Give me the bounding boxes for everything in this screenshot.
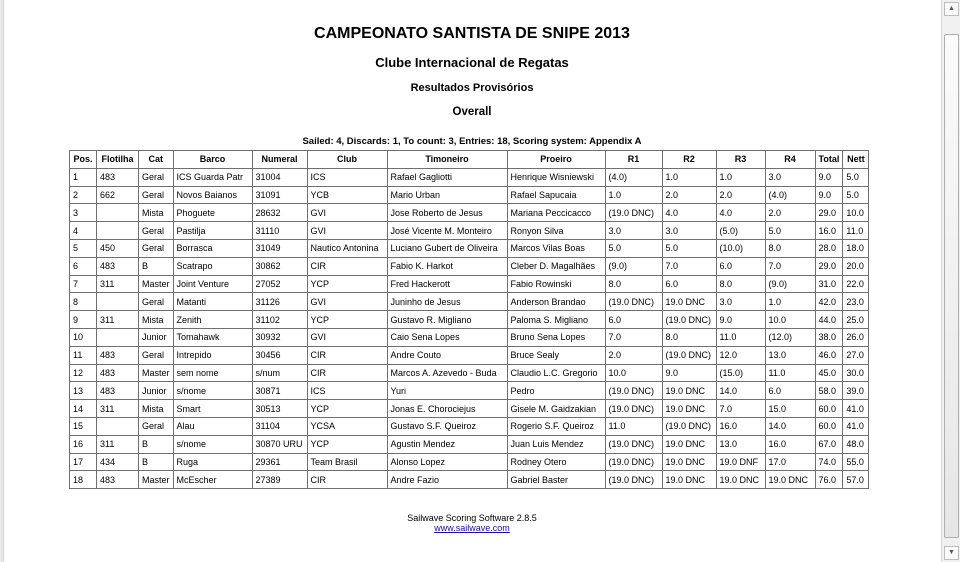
table-cell: s/num (252, 364, 307, 382)
table-cell: 29.0 (815, 204, 843, 222)
table-cell: 55.0 (843, 453, 869, 471)
table-row (70, 364, 869, 382)
table-cell: (12.0) (765, 328, 815, 346)
column-header: Cat (139, 151, 174, 169)
table-cell: 483 (97, 168, 139, 186)
table-cell: 10.0 (605, 364, 662, 382)
table-cell: Alau (173, 417, 252, 435)
scroll-up-arrow-icon[interactable]: ▲ (944, 2, 959, 16)
table-row (70, 346, 869, 364)
table-cell: 483 (97, 257, 139, 275)
table-cell: (19.0 DNC) (605, 293, 662, 311)
table-cell: 10.0 (765, 311, 815, 329)
table-cell: 16.0 (815, 222, 843, 240)
table-cell: 30.0 (843, 364, 869, 382)
table-cell: CIR (307, 346, 387, 364)
table-cell: 2.0 (605, 346, 662, 364)
table-cell: Claudio L.C. Gregorio (507, 364, 605, 382)
column-header: Total (815, 151, 843, 169)
column-header: Numeral (252, 151, 307, 169)
table-cell: 483 (97, 471, 139, 489)
table-cell: 3.0 (765, 168, 815, 186)
results-status: Resultados Provisórios (410, 82, 534, 94)
table-cell: Master (139, 275, 174, 293)
table-cell: Paloma S. Migliano (507, 311, 605, 329)
table-cell: YCP (307, 311, 387, 329)
table-cell: B (139, 257, 174, 275)
table-cell: 58.0 (815, 382, 843, 400)
table-cell: YCP (307, 435, 387, 453)
table-cell: Fred Hackerott (387, 275, 507, 293)
table-cell: 12.0 (716, 346, 765, 364)
table-cell (97, 204, 139, 222)
table-cell: 5.0 (843, 168, 869, 186)
table-cell: Geral (139, 168, 174, 186)
table-cell: 1.0 (605, 186, 662, 204)
table-cell: (9.0) (605, 257, 662, 275)
table-cell: 60.0 (815, 400, 843, 418)
table-cell: Caio Sena Lopes (387, 328, 507, 346)
table-cell: 31.0 (815, 275, 843, 293)
table-cell: 6.0 (716, 257, 765, 275)
table-cell: 5.0 (605, 239, 662, 257)
table-row (70, 382, 869, 400)
table-cell: 28632 (252, 204, 307, 222)
table-cell: s/nome (173, 382, 252, 400)
table-cell: GVI (307, 293, 387, 311)
table-cell: 60.0 (815, 417, 843, 435)
scroll-down-arrow-icon[interactable]: ▼ (944, 546, 959, 560)
table-cell: Jonas E. Chorociejus (387, 400, 507, 418)
column-header: Club (307, 151, 387, 169)
table-cell: 41.0 (843, 400, 869, 418)
table-cell: Geral (139, 346, 174, 364)
table-cell: 5 (70, 239, 97, 257)
table-cell: Mariana Peccicaccо (507, 204, 605, 222)
table-cell: (19.0 DNC) (662, 311, 716, 329)
table-cell: 74.0 (815, 453, 843, 471)
table-cell: 42.0 (815, 293, 843, 311)
table-cell: 22.0 (843, 275, 869, 293)
table-cell: Gustavo S.F. Queiroz (387, 417, 507, 435)
table-cell: Phoguete (173, 204, 252, 222)
table-cell: Ronyon Silva (507, 222, 605, 240)
table-cell: 30932 (252, 328, 307, 346)
table-cell: Henrique Wisniewski (507, 168, 605, 186)
table-cell: 30513 (252, 400, 307, 418)
table-cell: Fabio Rowinski (507, 275, 605, 293)
table-cell: GVI (307, 328, 387, 346)
table-cell: Junior (139, 382, 174, 400)
table-cell: 31104 (252, 417, 307, 435)
table-cell: YCP (307, 400, 387, 418)
table-cell: 27389 (252, 471, 307, 489)
table-cell: Pastilja (173, 222, 252, 240)
table-cell: 31049 (252, 239, 307, 257)
table-cell: 311 (97, 311, 139, 329)
table-cell: 15.0 (765, 400, 815, 418)
table-cell: 41.0 (843, 417, 869, 435)
table-cell: YCB (307, 186, 387, 204)
table-row (70, 168, 869, 186)
table-cell: 7.0 (716, 400, 765, 418)
table-cell: 19.0 DNC (765, 471, 815, 489)
table-cell: (15.0) (716, 364, 765, 382)
table-cell: 6 (70, 257, 97, 275)
table-cell: 6.0 (662, 275, 716, 293)
table-cell: Tomahawk (173, 328, 252, 346)
table-cell: 19.0 DNC (662, 293, 716, 311)
table-cell: 67.0 (815, 435, 843, 453)
table-cell: 2 (70, 186, 97, 204)
table-cell: 9.0 (662, 364, 716, 382)
table-cell: 18 (70, 471, 97, 489)
table-cell: 9.0 (815, 168, 843, 186)
table-row (70, 204, 869, 222)
table-cell: McEscher (173, 471, 252, 489)
table-cell: 13.0 (716, 435, 765, 453)
table-cell: 28.0 (815, 239, 843, 257)
table-cell: 30870 URU (252, 435, 307, 453)
table-cell: Pedro (507, 382, 605, 400)
table-cell: Geral (139, 222, 174, 240)
table-cell: 9.0 (815, 186, 843, 204)
table-cell: (19.0 DNC) (605, 382, 662, 400)
table-cell: B (139, 453, 174, 471)
table-cell: 5.0 (765, 222, 815, 240)
table-cell: 483 (97, 364, 139, 382)
table-row (70, 293, 869, 311)
table-cell: 3 (70, 204, 97, 222)
table-cell: 14.0 (765, 417, 815, 435)
table-cell: 1.0 (765, 293, 815, 311)
table-cell: 11.0 (843, 222, 869, 240)
table-cell: 31004 (252, 168, 307, 186)
results-table (69, 150, 869, 489)
table-cell: 2.0 (662, 186, 716, 204)
table-cell: 5.0 (843, 186, 869, 204)
table-cell: 3.0 (662, 222, 716, 240)
table-body (70, 168, 869, 488)
table-cell: 1.0 (716, 168, 765, 186)
table-cell: 29.0 (815, 257, 843, 275)
table-cell: B (139, 435, 174, 453)
table-cell: Nautico Antonina (307, 239, 387, 257)
table-cell: 311 (97, 435, 139, 453)
table-cell: 3.0 (716, 293, 765, 311)
table-cell: 16 (70, 435, 97, 453)
table-cell: José Vicente M. Monteiro (387, 222, 507, 240)
table-cell: 26.0 (843, 328, 869, 346)
table-cell: Novos Baianos (173, 186, 252, 204)
table-cell: (9.0) (765, 275, 815, 293)
table-cell: 8.0 (605, 275, 662, 293)
table-cell: 30862 (252, 257, 307, 275)
table-row (70, 257, 869, 275)
column-header: Proeiro (507, 151, 605, 169)
table-cell: 46.0 (815, 346, 843, 364)
table-cell: 9 (70, 311, 97, 329)
table-cell: 13 (70, 382, 97, 400)
table-cell: Bruce Sealy (507, 346, 605, 364)
table-cell: Jose Roberto de Jesus (387, 204, 507, 222)
table-cell: 11.0 (716, 328, 765, 346)
table-cell: ICS Guarda Patr (173, 168, 252, 186)
table-cell: Fabio K. Harkot (387, 257, 507, 275)
table-cell: 4 (70, 222, 97, 240)
table-row (70, 328, 869, 346)
table-cell: 31091 (252, 186, 307, 204)
table-cell: 9.0 (716, 311, 765, 329)
table-cell: Scatrapo (173, 257, 252, 275)
table-cell: Geral (139, 186, 174, 204)
table-cell: 14 (70, 400, 97, 418)
table-cell (97, 417, 139, 435)
table-cell: 25.0 (843, 311, 869, 329)
table-cell: 44.0 (815, 311, 843, 329)
column-header: R3 (716, 151, 765, 169)
table-cell: Borrasca (173, 239, 252, 257)
sailwave-link[interactable]: www.sailwave.com (434, 523, 510, 533)
page-title: CAMPEONATO SANTISTA DE SNIPE 2013 (314, 25, 630, 42)
table-cell: GVI (307, 222, 387, 240)
table-cell: Joint Venture (173, 275, 252, 293)
table-cell: Andre Couto (387, 346, 507, 364)
table-cell: 29361 (252, 453, 307, 471)
column-header: Barco (173, 151, 252, 169)
table-cell: 19.0 DNC (662, 382, 716, 400)
table-cell: 20.0 (843, 257, 869, 275)
table-cell: 15 (70, 417, 97, 435)
table-cell: YCSA (307, 417, 387, 435)
table-cell: Geral (139, 239, 174, 257)
table-row (70, 275, 869, 293)
table-cell: 434 (97, 453, 139, 471)
table-cell: Master (139, 471, 174, 489)
table-row (70, 239, 869, 257)
table-cell: (19.0 DNC) (605, 204, 662, 222)
table-cell: 38.0 (815, 328, 843, 346)
table-cell: 2.0 (716, 186, 765, 204)
table-cell: 12 (70, 364, 97, 382)
column-header: R1 (605, 151, 662, 169)
table-cell: Mario Urban (387, 186, 507, 204)
table-row (70, 471, 869, 489)
table-cell: 45.0 (815, 364, 843, 382)
table-cell: 23.0 (843, 293, 869, 311)
table-cell: Marcos A. Azevedo - Buda (387, 364, 507, 382)
table-cell: Agustin Mendez (387, 435, 507, 453)
table-cell: 6.0 (765, 382, 815, 400)
table-cell: Rafael Gagliotti (387, 168, 507, 186)
table-cell: 19.0 DNC (716, 471, 765, 489)
table-cell: Gabriel Baster (507, 471, 605, 489)
table-cell: 2.0 (765, 204, 815, 222)
table-cell: Intrepido (173, 346, 252, 364)
table-cell: Gisele M. Gaidzakian (507, 400, 605, 418)
column-header: Nett (843, 151, 869, 169)
table-cell: Mista (139, 400, 174, 418)
table-cell: Geral (139, 293, 174, 311)
table-row (70, 417, 869, 435)
table-cell: 31126 (252, 293, 307, 311)
column-header: R2 (662, 151, 716, 169)
table-cell: 1.0 (662, 168, 716, 186)
table-cell: 8 (70, 293, 97, 311)
table-cell (97, 328, 139, 346)
table-cell: 11.0 (765, 364, 815, 382)
table-cell: CIR (307, 257, 387, 275)
table-cell: Gustavo R. Migliano (387, 311, 507, 329)
column-header: Flotilha (97, 151, 139, 169)
table-cell: s/nome (173, 435, 252, 453)
table-cell: Yuri (387, 382, 507, 400)
table-cell: 27052 (252, 275, 307, 293)
table-cell: Smart (173, 400, 252, 418)
table-cell: (4.0) (605, 168, 662, 186)
table-cell: Luciano Gubert de Oliveira (387, 239, 507, 257)
table-cell: 13.0 (765, 346, 815, 364)
table-cell: (5.0) (716, 222, 765, 240)
table-cell: 6.0 (605, 311, 662, 329)
table-cell: Juninho de Jesus (387, 293, 507, 311)
table-cell: 19.0 DNC (662, 435, 716, 453)
table-cell: 4.0 (716, 204, 765, 222)
table-cell: Matanti (173, 293, 252, 311)
table-cell: 14.0 (716, 382, 765, 400)
table-row (70, 311, 869, 329)
table-cell: 19.0 DNF (716, 453, 765, 471)
table-cell: 10 (70, 328, 97, 346)
table-cell: Team Brasil (307, 453, 387, 471)
table-cell: Ruga (173, 453, 252, 471)
column-header: R4 (765, 151, 815, 169)
table-cell: Junior (139, 328, 174, 346)
table-cell: 16.0 (716, 417, 765, 435)
table-cell: ICS (307, 168, 387, 186)
table-cell: 8.0 (662, 328, 716, 346)
table-cell: 16.0 (765, 435, 815, 453)
table-cell: 7.0 (765, 257, 815, 275)
table-cell: Marcos Vilas Boas (507, 239, 605, 257)
table-cell: 19.0 DNC (662, 471, 716, 489)
table-cell: (19.0 DNC) (605, 400, 662, 418)
table-cell: (19.0 DNC) (605, 435, 662, 453)
table-cell: 7.0 (605, 328, 662, 346)
table-cell: 18.0 (843, 239, 869, 257)
table-cell: 7.0 (662, 257, 716, 275)
table-cell: ICS (307, 382, 387, 400)
scroll-thumb[interactable] (944, 34, 959, 538)
table-cell: (19.0 DNC) (662, 346, 716, 364)
table-cell: (4.0) (765, 186, 815, 204)
table-cell: YCP (307, 275, 387, 293)
table-cell: 76.0 (815, 471, 843, 489)
table-cell: Juan Luis Mendez (507, 435, 605, 453)
club-name: Clube Internacional de Regatas (375, 55, 569, 70)
column-header: Timoneiro (387, 151, 507, 169)
table-cell: 17 (70, 453, 97, 471)
table-cell: 10.0 (843, 204, 869, 222)
table-cell: 8.0 (765, 239, 815, 257)
software-credit: Sailwave Scoring Software 2.8.5 (407, 513, 537, 523)
table-cell: 19.0 DNC (662, 400, 716, 418)
table-cell: 483 (97, 382, 139, 400)
table-cell: 11.0 (605, 417, 662, 435)
table-cell: Anderson Brandao (507, 293, 605, 311)
table-cell: (19.0 DNC) (662, 417, 716, 435)
table-cell: Mista (139, 204, 174, 222)
table-cell: 39.0 (843, 382, 869, 400)
table-cell: 4.0 (662, 204, 716, 222)
table-row (70, 186, 869, 204)
table-cell (97, 222, 139, 240)
table-cell: 1 (70, 168, 97, 186)
table-cell: GVI (307, 204, 387, 222)
table-cell: Andre Fazio (387, 471, 507, 489)
table-cell: 30871 (252, 382, 307, 400)
table-cell: 19.0 DNC (662, 453, 716, 471)
table-cell: Alonso Lopez (387, 453, 507, 471)
table-cell: CIR (307, 364, 387, 382)
table-row (70, 453, 869, 471)
table-row (70, 435, 869, 453)
table-cell: (10.0) (716, 239, 765, 257)
table-cell: 3.0 (605, 222, 662, 240)
table-cell: 30456 (252, 346, 307, 364)
table-header-row (70, 151, 869, 169)
table-cell: 483 (97, 346, 139, 364)
table-cell: 17.0 (765, 453, 815, 471)
table-cell: Bruno Sena Lopes (507, 328, 605, 346)
software-link-container (0, 523, 944, 533)
table-row (70, 222, 869, 240)
series-summary: Sailed: 4, Discards: 1, To count: 3, Entries: 18, Scoring system: Appendix A (302, 136, 642, 147)
table-cell: 48.0 (843, 435, 869, 453)
table-cell (97, 293, 139, 311)
table-cell: Rogerio S.F. Queiroz (507, 417, 605, 435)
table-cell: CIR (307, 471, 387, 489)
table-cell: sem nome (173, 364, 252, 382)
table-cell: (19.0 DNC) (605, 453, 662, 471)
table-cell: 27.0 (843, 346, 869, 364)
table-cell: 311 (97, 275, 139, 293)
table-cell: 662 (97, 186, 139, 204)
table-cell: 31110 (252, 222, 307, 240)
table-cell: 8.0 (716, 275, 765, 293)
table-cell: 57.0 (843, 471, 869, 489)
table-cell: Rodney Otero (507, 453, 605, 471)
table-cell: Mista (139, 311, 174, 329)
table-cell: 311 (97, 400, 139, 418)
vertical-scrollbar[interactable] (941, 0, 960, 562)
table-cell: 11 (70, 346, 97, 364)
section-title: Overall (452, 106, 492, 118)
table-cell: 450 (97, 239, 139, 257)
column-header: Pos. (70, 151, 97, 169)
table-cell: (19.0 DNC) (605, 471, 662, 489)
table-cell: Rafael Sapucaia (507, 186, 605, 204)
table-cell: 31102 (252, 311, 307, 329)
table-cell: Master (139, 364, 174, 382)
table-cell: Zenith (173, 311, 252, 329)
table-cell: Geral (139, 417, 174, 435)
table-row (70, 400, 869, 418)
table-cell: Cleber D. Magalhães (507, 257, 605, 275)
table-cell: 7 (70, 275, 97, 293)
table-cell: 5.0 (662, 239, 716, 257)
